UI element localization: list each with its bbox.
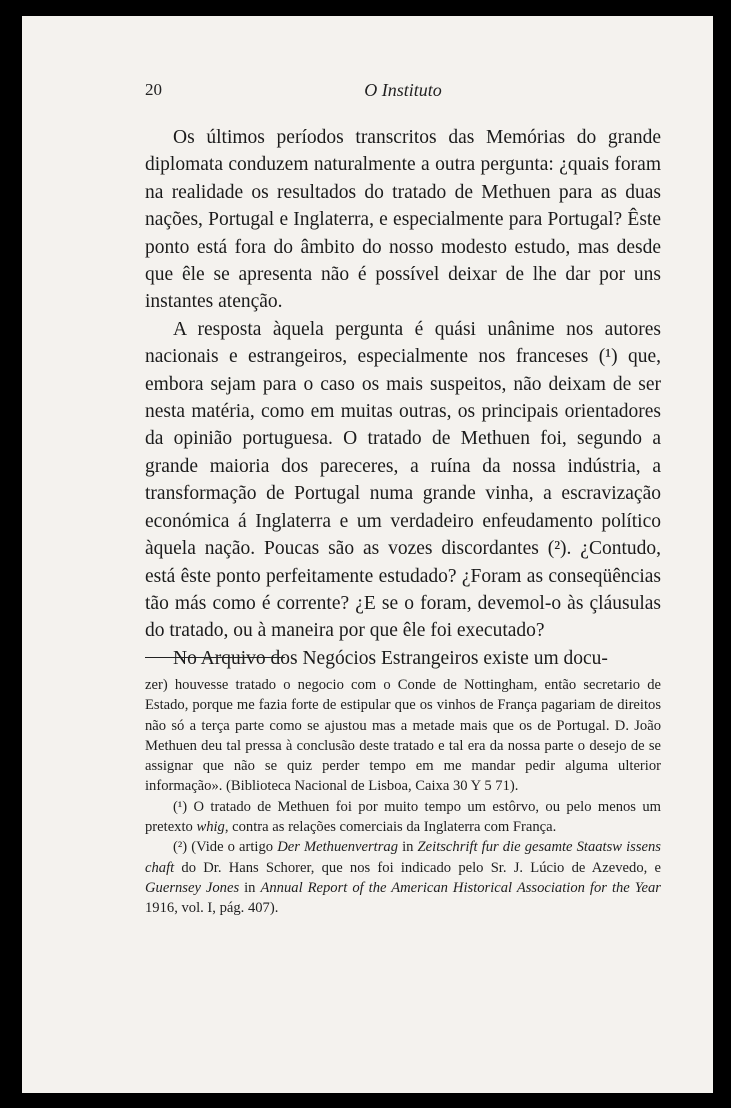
footnote-2-report-title: Annual Report of the American Historical Association for the Year <box>260 879 661 896</box>
footnote-2-text: (Vide o artigo <box>187 839 278 856</box>
body-paragraph-3: No Arquivo dos Negócios Estrangeiros existe um docu- <box>173 647 608 669</box>
footnote-1-marker: (¹) <box>173 798 188 815</box>
footnote-2-journal-title: Zeitschrift fur die gesamte Staatsw issens chaft <box>145 839 661 876</box>
footnote-2-article-title: Der Methuenvertrag <box>277 839 398 856</box>
page-number: 20 <box>145 80 162 99</box>
footnote-2-text: do Dr. Hans Schorer, que nos foi indicado pelo Sr. J. Lúcio de Azevedo, e <box>174 859 661 876</box>
footnote-2-text-end: 1916, vol. I, pág. 407). <box>145 900 279 917</box>
footnote-2 <box>145 837 661 918</box>
body-paragraph-2: A resposta àquela pergunta é quási unânime nos autores nacionais e estrangeiros, especialmente nos franceses (¹) que, embora sejam para o caso os mais suspeitos, não deixam de ser nesta matéria, como em muitas outras, os principais orientadores da opinião portuguesa. O tratado de Methuen foi, segundo a grande maioria dos pareceres, a ruína da nossa indústria, a transformação de Portugal numa grande vinha, a escravização económica á Inglaterra e um verdadeiro enfeudamento político àquela nação. Poucas são as vozes discordantes (²). ¿Contudo, está êste ponto perfeitamente estudado? ¿Foram as conseqüências tão más como é corrente? ¿E se o foram, devemol-o às çláusulas do tratado, ou à maneira por que êle foi executado? <box>145 318 661 642</box>
page-header <box>145 80 661 106</box>
footnote-divider <box>145 657 285 658</box>
footnote-continuation: zer) houvesse tratado o negocio com o Conde de Nottingham, então secretario de Estado, porque me fazia forte de estipular que os vinhos de França pagariam de direitos não só a terça parte como se ajustou mas a metade mais que os de Portugal. D. João Methuen deu tal pressa à conclusão deste tratado e tal era da nossa parte o desejo de se assignar que não se quiz perder tempo em me mandar pedir alguma ulterior informação». (Biblioteca Nacional de Lisboa, Caixa 30 Y 5 71). <box>145 677 661 795</box>
body-paragraph-1: Os últimos períodos transcritos das Memórias do grande diplomata conduzem naturalmente a outra pergunta: ¿quais foram na realidade os resultados do tratado de Methuen para as duas nações, Portugal e Inglaterra, e especialmente para Portugal? Êste ponto está fora do âmbito do nosso modesto estudo, mas desde que êle se apresenta não é possível deixar de lhe dar por uns instantes atenção. <box>145 127 661 313</box>
footnote-1-text: O tratado de Methuen foi por muito tempo um estôrvo, ou pelo menos um pretexto <box>145 798 661 836</box>
footnote-2-text: in <box>398 839 418 856</box>
footnote-2-text: in <box>239 879 261 896</box>
main-text <box>145 124 661 672</box>
running-title: O Instituto <box>364 80 442 100</box>
footnote-1-italic: whig <box>196 819 225 836</box>
footnote-1-text-end: , contra as relações comerciais da Inglaterra com França. <box>224 819 557 836</box>
footnote-2-author: Guernsey Jones <box>145 879 240 896</box>
footnote-1 <box>145 797 661 838</box>
footnote-2-marker: (²) <box>173 839 188 856</box>
footnotes <box>145 675 661 919</box>
